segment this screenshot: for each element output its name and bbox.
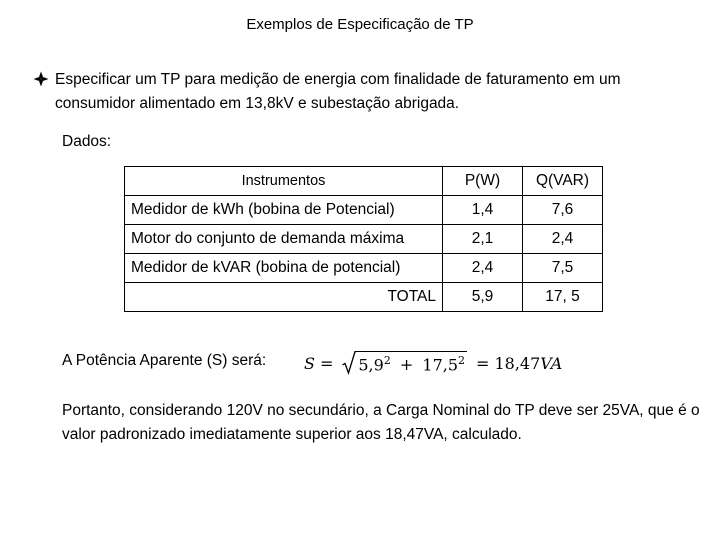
formula-equals: = bbox=[319, 353, 334, 373]
square-root bbox=[342, 351, 467, 375]
total-label: TOTAL bbox=[125, 283, 443, 312]
header-p: P(W) bbox=[443, 167, 523, 196]
table-row bbox=[125, 196, 603, 225]
instruments-table bbox=[124, 166, 603, 312]
bullet-text: Especificar um TP para medição de energia com finalidade de faturamento em um consumidor alimentado em 13,8kV e subestação abrigada. bbox=[55, 71, 621, 112]
formula-result: 18,47 bbox=[494, 353, 541, 373]
diamond-bullet-icon bbox=[33, 71, 49, 87]
page-title: Exemplos de Especificação de TP bbox=[246, 16, 474, 33]
p-cell: 2,4 bbox=[443, 254, 523, 283]
bullet-paragraph bbox=[33, 68, 693, 116]
instrument-cell: Motor do conjunto de demanda máxima bbox=[125, 225, 443, 254]
radicand bbox=[356, 351, 467, 375]
dados-label: Dados: bbox=[62, 133, 112, 150]
p-cell: 2,1 bbox=[443, 225, 523, 254]
formula-exp-a: 2 bbox=[383, 354, 391, 367]
radical-sign-icon bbox=[342, 351, 356, 375]
p-cell: 1,4 bbox=[443, 196, 523, 225]
total-p: 5,9 bbox=[443, 283, 523, 312]
apparent-power-formula bbox=[304, 348, 562, 378]
q-cell: 7,5 bbox=[523, 254, 603, 283]
table-row bbox=[125, 254, 603, 283]
formula-unit: VA bbox=[540, 353, 563, 373]
formula-equals-2: = bbox=[476, 353, 490, 373]
q-cell: 7,6 bbox=[523, 196, 603, 225]
instrument-cell: Medidor de kVAR (bobina de potencial) bbox=[125, 254, 443, 283]
total-q: 17, 5 bbox=[523, 283, 603, 312]
formula-b: 17,5 bbox=[422, 355, 459, 375]
table-total-row bbox=[125, 283, 603, 312]
instrument-cell: Medidor de kWh (bobina de Potencial) bbox=[125, 196, 443, 225]
table-header-row bbox=[125, 167, 603, 196]
formula-var: S bbox=[304, 353, 315, 373]
formula-exp-b: 2 bbox=[458, 354, 466, 367]
q-cell: 2,4 bbox=[523, 225, 603, 254]
header-q: Q(VAR) bbox=[523, 167, 603, 196]
formula-plus: + bbox=[399, 355, 414, 375]
header-instrumentos: Instrumentos bbox=[125, 167, 443, 196]
apparent-power-label: A Potência Aparente (S) será: bbox=[62, 352, 267, 369]
conclusion-paragraph: Portanto, considerando 120V no secundário, a Carga Nominal do TP deve ser 25VA, que é o valor padronizado imediatamente superior aos 18,47VA, calculado. bbox=[62, 402, 700, 443]
table-row bbox=[125, 225, 603, 254]
formula-a: 5,9 bbox=[358, 355, 384, 375]
